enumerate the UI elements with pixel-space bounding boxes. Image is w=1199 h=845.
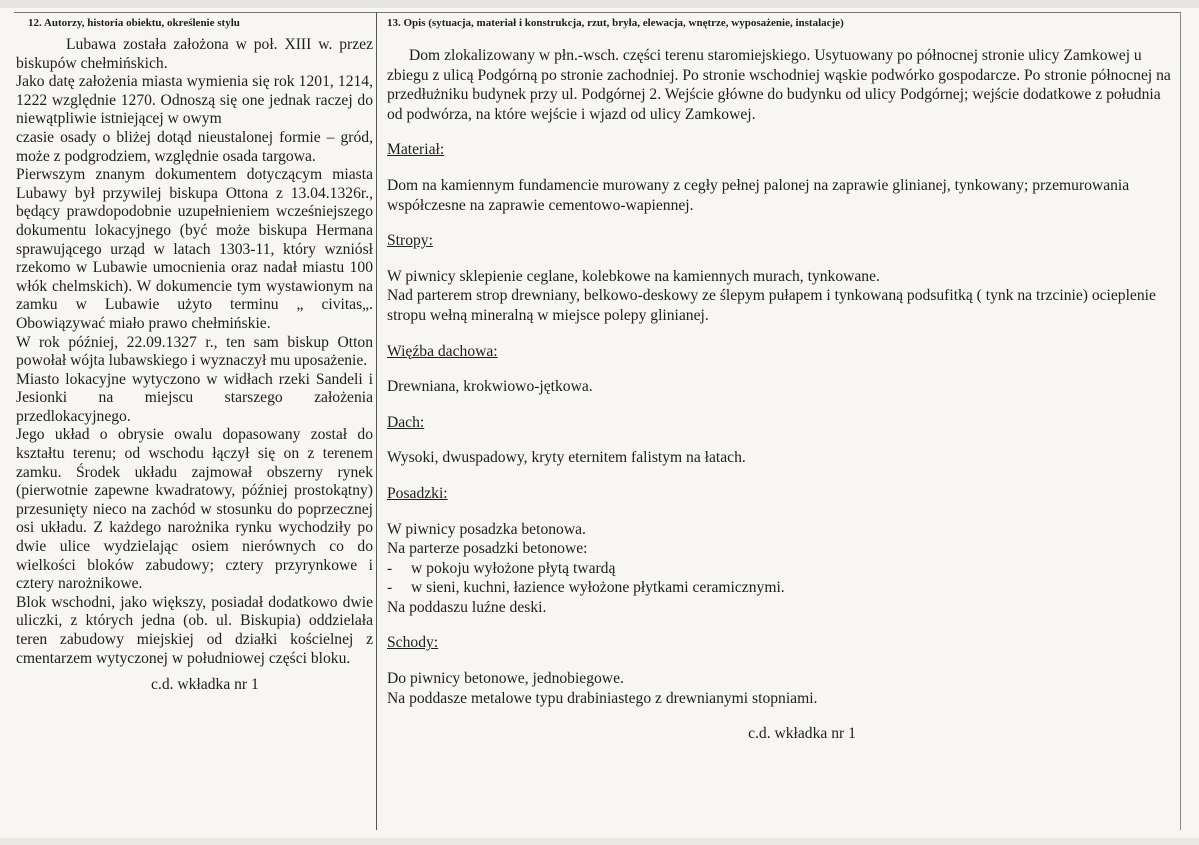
scan-edge-bottom — [0, 838, 1199, 845]
history-paragraph-4: Pierwszym znanym dokumentem dotyczącym miasta Lubawy był przywilej biskupa Ottona z 13.04.1326r., będący prawdopodobnie uzupełnieniem wcześniejszego dokumentu lokacyjnego (być może biskupa Hermana sprawującego urząd w latach 1303-11, który wzniósł rzekomo w Lubawie umocnienia oraz nadał miastu 100 włók chelmskich). W dokumencie tym wystawionym na zamku w Lubawie użyto terminu „ civitas„. Obowiązywać miało prawo chełmińskie. — [16, 166, 373, 332]
material-text: Dom na kamiennym fundamencie murowany z cegły pełnej palonej na zaprawie glinianej, tynkowany; przemurowania współczesne na zaprawie cementowo-wapiennej. — [387, 176, 1130, 214]
right-border-rule — [1180, 12, 1181, 830]
history-paragraph-7: Jego układ o obrysie owalu dopasowany został do kształtu terenu; od wschodu łączył się on z terenem zamku. Środek układu zajmował obszerny rynek (pierwotnie zapewne kwadratowy, później prostokątny) przesunięty nieco na zachód w stosunku do poprzecznej osi układu. Z każdego narożnika rynku wychodziły po dwie ulice wydzielając osiem nierównych co do wielkości bloków zabudowy; cztery przyrynkowe i cztery narożnikowe. — [16, 426, 373, 593]
material-title: Materiał: — [387, 141, 445, 159]
history-paragraph-2: Jako datę założenia miasta wymienia się rok 1201, 1214, 1222 względnie 1270. Odnoszą się one jednak raczej do niewątpliwie istniejącej w owym — [16, 73, 373, 128]
bullet-dash: - — [387, 579, 393, 597]
scan-edge-top — [0, 0, 1199, 8]
wiezba-text: Drewniana, krokwiowo-jętkowa. — [387, 378, 593, 396]
history-continuation-note: c.d. wkładka nr 1 — [151, 676, 259, 694]
history-heading: 12. Autorzy, historia obiektu, określenie stylu — [28, 17, 240, 29]
history-column — [16, 16, 373, 695]
history-paragraph-1: Lubawa została założona w poł. XIII w. przez biskupów chełmińskich. — [16, 36, 373, 72]
posadzki-title: Posadzki: — [387, 484, 448, 502]
schody-line-2: Na poddasze metalowe typu drabiniastego z drewnianymi stopniami. — [387, 689, 818, 707]
posadzki-bullet-1 — [387, 559, 1172, 579]
bullet-dash: - — [387, 559, 393, 577]
description-column — [387, 16, 1172, 744]
right-top-rule — [377, 12, 1180, 13]
schody-line-1: Do piwnicy betonowe, jednobiegowe. — [387, 670, 624, 688]
dach-title: Dach: — [387, 413, 425, 431]
stropy-line-2: Nad parterem strop drewniany, belkowo-deskowy ze ślepym pułapem i tynkowaną podsufitką ( tynk na trzcinie) ocieplenie stropu wełną mineralną w miejsce polepy glinianej. — [387, 287, 1156, 324]
stropy-title: Stropy: — [387, 232, 433, 250]
history-paragraph-8: Blok wschodni, jako większy, posiadał dodatkowo dwie uliczki, z których jedna (ob. ul. Biskupia) oddzielała teren zabudowy miejskiej od działki kościelnej z cmentarzem wytyczonej w południowej części bloku. — [16, 593, 373, 667]
posadzki-bullet-1-text: w pokoju wyłożone płytą twardą — [411, 559, 616, 577]
description-intro: Dom zlokalizowany w płn.-wsch. części terenu staromiejskiego. Usytuowany po północnej stronie ulicy Zamkowej u zbiegu z ulicą Podgórną po stronie zachodniej. Po stronie wschodniej wąskie podwórko gospodarcze. Po stronie północnej na przedłużniku budynek przy ul. Podgórnej 2. Wejście główne do budynku od ulicy Podgórnej; wejście dodatkowe z południa od podwórza, na które wejście i wjazd od ulicy Zamkowej. — [387, 47, 1171, 123]
description-heading: 13. Opis (sytuacja, materiał i konstrukcja, rzut, bryła, elewacja, wnętrze, wyposażenie, instalacje) — [387, 17, 844, 29]
schody-title: Schody: — [387, 634, 439, 652]
history-paragraph-6: Miasto lokacyjne wytyczono w widłach rzeki Sandeli i Jesionki na miejscu starszego założenia przedlokacyjnego. — [16, 370, 373, 425]
column-divider — [376, 12, 377, 830]
history-paragraph-3: czasie osady o bliżej dotąd nieustalonej formie – gród, może z podgrodziem, względnie osada targowa. — [16, 128, 373, 165]
wiezba-title: Więźba dachowa: — [387, 342, 498, 360]
posadzki-line-1: W piwnicy posadzka betonowa. — [387, 520, 586, 538]
posadzki-bullet-2-text: w sieni, kuchni, łazience wyłożone płytkami ceramicznymi. — [411, 579, 785, 597]
dach-text: Wysoki, dwuspadowy, kryty eternitem falistym na łatach. — [387, 449, 746, 467]
history-paragraph-5: W rok później, 22.09.1327 r., ten sam biskup Otton powołał wójta lubawskiego i wyznaczył mu uposażenie. — [16, 333, 373, 370]
stropy-line-1: W piwnicy sklepienie ceglane, kolebkowe na kamiennych murach, tynkowane. — [387, 267, 880, 285]
posadzki-line-3: Na poddaszu luźne deski. — [387, 598, 547, 616]
left-top-rule — [14, 12, 376, 13]
posadzki-line-2: Na parterze posadzki betonowe: — [387, 540, 588, 558]
posadzki-bullet-2 — [387, 578, 1172, 598]
description-continuation-note: c.d. wkładka nr 1 — [748, 725, 856, 743]
